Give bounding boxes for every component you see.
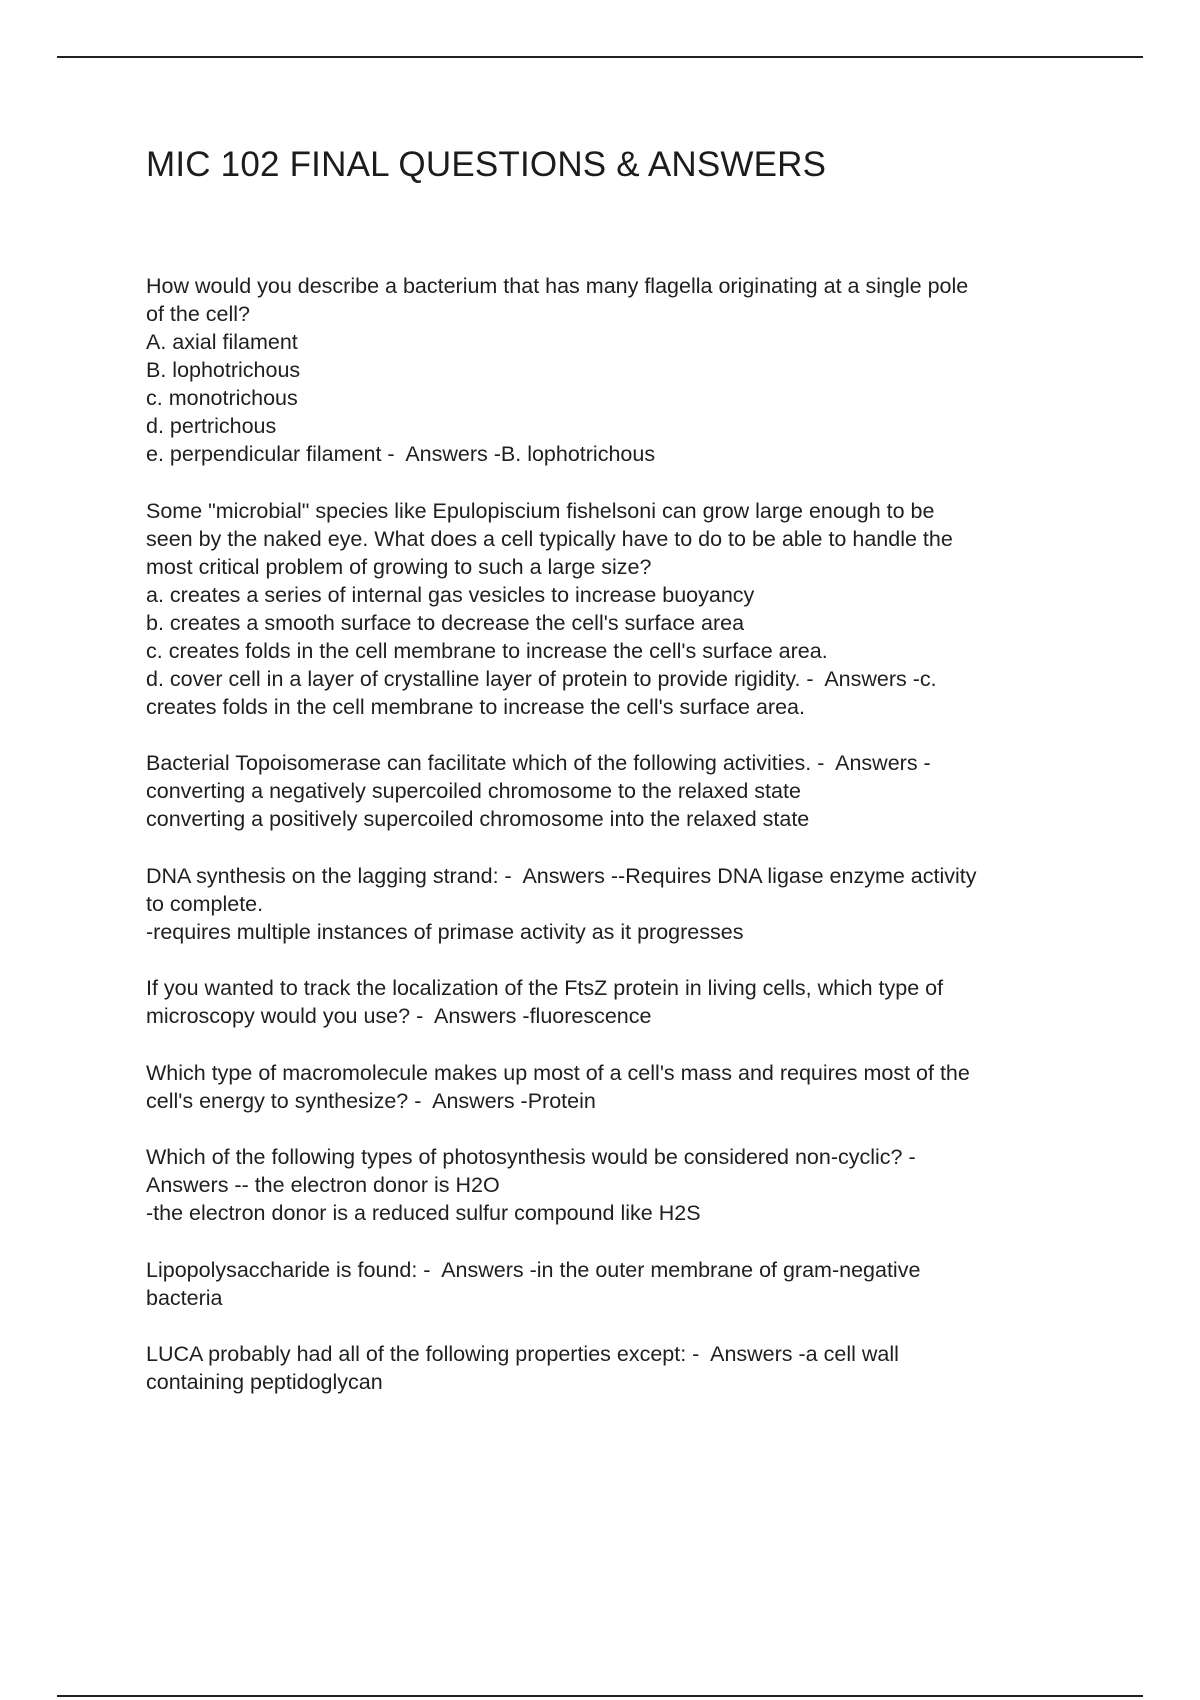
answer-option: b. creates a smooth surface to decrease the cell's surface area: [146, 610, 745, 635]
answer-line: containing peptidoglycan: [146, 1370, 383, 1394]
question-line: most critical problem of growing to such a large size?: [146, 554, 652, 579]
footer-divider: [57, 1695, 1143, 1697]
qa-item: [146, 1256, 1096, 1312]
qa-item: [146, 1059, 1096, 1115]
answer-line: creates folds in the cell membrane to increase the cell's surface area.: [146, 694, 805, 719]
question-line: of the cell?: [146, 302, 250, 326]
answer-line: converting a positively supercoiled chromosome into the relaxed state: [146, 807, 810, 831]
answer-option: c. monotrichous: [146, 386, 298, 410]
answer-option: e. perpendicular filament - Answers -B. lophotrichous: [146, 442, 656, 466]
answer-option: B. lophotrichous: [146, 358, 301, 382]
header-divider: [57, 56, 1143, 58]
question-line: Some "microbial" species like Epulopiscium fishelsoni can grow large enough to be: [146, 498, 935, 523]
answer-option: A. axial filament: [146, 330, 298, 354]
answer-line: to complete.: [146, 891, 264, 916]
question-line: How would you describe a bacterium that has many flagella originating at a single pole: [146, 274, 969, 298]
question-line: Which type of macromolecule makes up most of a cell's mass and requires most of the: [146, 1060, 970, 1085]
qa-item: [146, 1143, 1096, 1227]
answer-line: converting a negatively supercoiled chromosome to the relaxed state: [146, 779, 801, 803]
answer-option: c. creates folds in the cell membrane to increase the cell's surface area.: [146, 638, 828, 663]
qa-item: [146, 1340, 1096, 1396]
answer-option: d. pertrichous: [146, 414, 277, 438]
qa-item: [146, 862, 1096, 946]
answer-line: microscopy would you use? - Answers -fluorescence: [146, 1004, 652, 1028]
qa-item: [146, 497, 1096, 721]
question-line: Bacterial Topoisomerase can facilitate which of the following activities. - Answers -: [146, 751, 931, 775]
qa-item: [146, 749, 1096, 833]
question-line: If you wanted to track the localization of the FtsZ protein in living cells, which type of: [146, 976, 944, 1000]
answer-option: a. creates a series of internal gas vesicles to increase buoyancy: [146, 582, 755, 607]
answer-line: -requires multiple instances of primase activity as it progresses: [146, 919, 744, 944]
question-line: DNA synthesis on the lagging strand: - Answers --Requires DNA ligase enzyme activity: [146, 863, 977, 888]
question-line: Which of the following types of photosynthesis would be considered non-cyclic? -: [146, 1145, 916, 1169]
qa-list: [146, 272, 1096, 1425]
question-line: seen by the naked eye. What does a cell typically have to do to be able to handle the: [146, 526, 953, 551]
answer-line: -the electron donor is a reduced sulfur compound like H2S: [146, 1201, 701, 1225]
qa-item: [146, 974, 1096, 1030]
answer-option: d. cover cell in a layer of crystalline layer of protein to provide rigidity. - Answers -c.: [146, 666, 937, 691]
qa-item: [146, 272, 1096, 468]
answer-line: Answers -- the electron donor is H2O: [146, 1173, 500, 1197]
page-title: MIC 102 FINAL QUESTIONS & ANSWERS: [146, 145, 827, 184]
question-line: LUCA probably had all of the following properties except: - Answers -a cell wall: [146, 1342, 899, 1366]
question-line: Lipopolysaccharide is found: - Answers -in the outer membrane of gram-negative: [146, 1257, 921, 1282]
answer-line: bacteria: [146, 1285, 223, 1310]
answer-line: cell's energy to synthesize? - Answers -Protein: [146, 1088, 596, 1113]
